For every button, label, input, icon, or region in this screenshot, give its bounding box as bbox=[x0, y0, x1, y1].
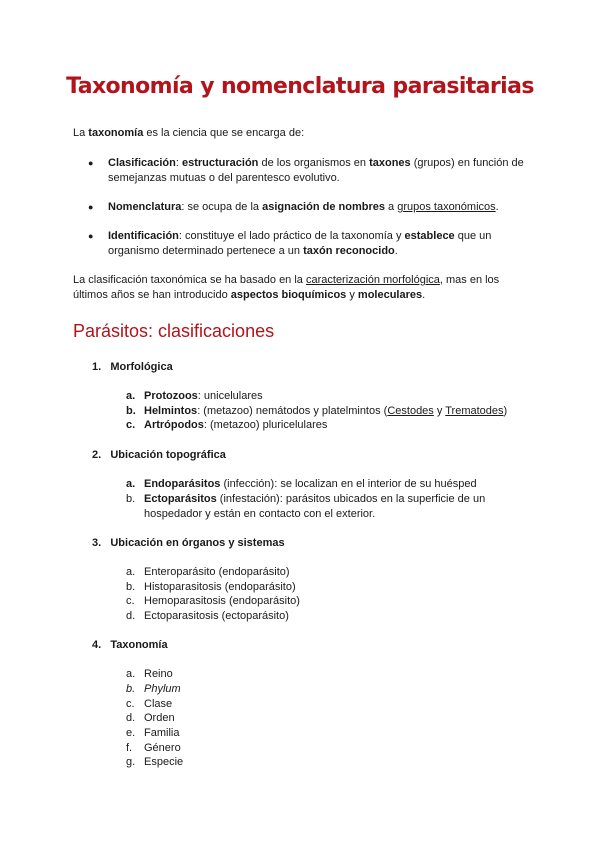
rank-reino: Reino bbox=[144, 668, 173, 680]
letter: d. bbox=[126, 712, 136, 724]
rank-phylum: Phylum bbox=[144, 683, 181, 695]
bullet-dot: ● bbox=[88, 231, 94, 241]
sub-item: Histoparasitosis (endoparásito) bbox=[144, 581, 296, 593]
letter: e. bbox=[126, 727, 136, 739]
letter: c. bbox=[126, 595, 135, 607]
sub-item-endoparasitos: Endoparásitos (infección): se localizan en el interior de su huésped bbox=[144, 478, 477, 490]
bullet-identificacion: Identificación: constituye el lado práctico de la taxonomía y establece que un organismo determinado pertenece a un taxón reconocido. bbox=[108, 230, 492, 257]
letter: b. bbox=[126, 581, 136, 593]
section-title: Parásitos: clasificaciones bbox=[73, 321, 275, 341]
link-grupos-taxonomicos[interactable]: grupos taxonómicos bbox=[397, 201, 496, 213]
letter: f. bbox=[126, 742, 133, 754]
link-cestodes[interactable]: Cestodes bbox=[387, 405, 434, 417]
letter: d. bbox=[126, 610, 136, 622]
paragraph-2: La clasificación taxonómica se ha basado en la caracterización morfológica, mas en los últimos años se han introducido aspectos bioquímicos y moleculares. bbox=[73, 274, 500, 301]
letter: a. bbox=[126, 390, 136, 402]
intro-paragraph: La taxonomía es la ciencia que se encarga de: bbox=[73, 127, 305, 139]
sub-item-helmintos: Helmintos: (metazoo) nemátodos y platelmintos (Cestodes y Trematodes) bbox=[144, 405, 508, 417]
bullet-clasificacion: Clasificación: estructuración de los organismos en taxones (grupos) en función de semejanzas mutuas o del parentesco evolutivo. bbox=[108, 157, 524, 184]
letter: b. bbox=[126, 493, 136, 505]
list-item-2: 2. Ubicación topográfica bbox=[92, 449, 226, 461]
letter: a. bbox=[126, 668, 136, 680]
sub-item: Enteroparásito (endoparásito) bbox=[144, 566, 290, 578]
rank-genero: Género bbox=[144, 742, 181, 754]
sub-item-artropodos: Artrópodos: (metazoo) pluricelulares bbox=[144, 419, 328, 431]
list-item-4: 4. Taxonomía bbox=[92, 639, 168, 651]
bullet-dot: ● bbox=[88, 158, 94, 168]
link-caracterizacion-morfologica[interactable]: caracterización morfológica bbox=[305, 274, 440, 286]
letter: b. bbox=[126, 683, 136, 695]
list-item-1: 1. Morfológica bbox=[92, 361, 173, 373]
rank-familia: Familia bbox=[144, 727, 180, 739]
link-trematodes[interactable]: Trematodes bbox=[445, 405, 504, 417]
letter: g. bbox=[126, 756, 136, 768]
letter: a. bbox=[126, 566, 136, 578]
page-title: Taxonomía y nomenclatura parasitarias bbox=[66, 74, 534, 99]
bullet-dot: ● bbox=[88, 202, 94, 212]
sub-item: Ectoparasitosis (ectoparásito) bbox=[144, 610, 289, 622]
sub-item: Hemoparasitosis (endoparásito) bbox=[144, 595, 300, 607]
letter: c. bbox=[126, 419, 136, 431]
letter: a. bbox=[126, 478, 136, 490]
letter: b. bbox=[126, 405, 136, 417]
bullet-nomenclatura: Nomenclatura: se ocupa de la asignación de nombres a grupos taxonómicos. bbox=[108, 201, 499, 213]
rank-orden: Orden bbox=[144, 712, 175, 724]
rank-clase: Clase bbox=[144, 698, 173, 710]
list-item-3: 3. Ubicación en órganos y sistemas bbox=[92, 537, 285, 549]
sub-item-ectoparasitos: Ectoparásitos (infestación): parásitos ubicados en la superficie de un hospedador y están en contacto con el exterior. bbox=[144, 493, 486, 520]
rank-especie: Especie bbox=[144, 756, 184, 768]
letter: c. bbox=[126, 698, 135, 710]
sub-item-protozoos: Protozoos: unicelulares bbox=[144, 390, 263, 402]
